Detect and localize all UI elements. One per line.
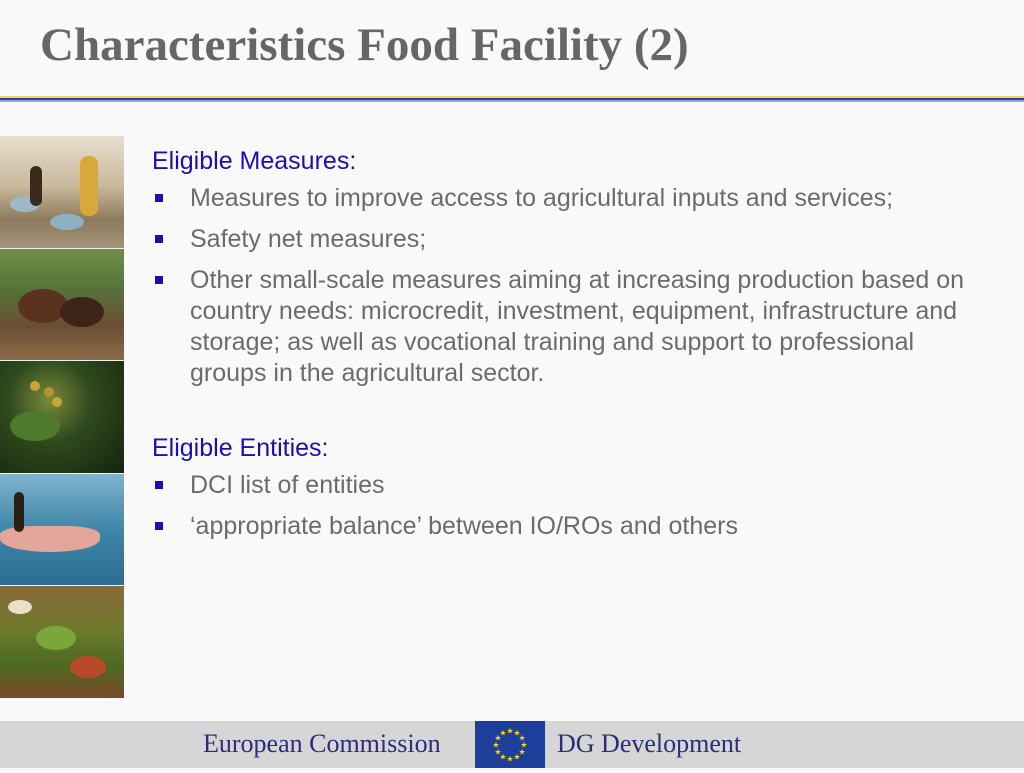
- list-item: [152, 183, 992, 214]
- bullet-square-icon: [155, 235, 163, 243]
- measures-heading-text: Eligible Measures: [152, 147, 350, 175]
- fruit-tree-photo: [0, 361, 124, 474]
- list-item: [152, 224, 992, 255]
- list-item-text: Other small-scale measures aiming at increasing production based on country needs: microcredit, investment, equipment, infrastructure and storage; as well as vocational training and support to professional groups in the agricultural sector.: [190, 266, 964, 387]
- measures-list: [152, 183, 992, 389]
- list-item-text: Measures to improve access to agricultural inputs and services;: [190, 184, 894, 212]
- market-produce-photo: [0, 586, 124, 699]
- entities-heading-text: Eligible Entities: [152, 434, 322, 462]
- villagers-water-photo: [0, 136, 124, 249]
- flag-star-icon: ★: [499, 728, 507, 738]
- list-item: [152, 265, 992, 389]
- fishing-boat-photo: [0, 474, 124, 587]
- title-divider: [0, 96, 1024, 102]
- eu-flag-icon: [475, 721, 545, 768]
- list-item-text: DCI list of entities: [190, 471, 385, 499]
- entities-list: [152, 470, 992, 542]
- flag-star-icon: ★: [518, 747, 526, 757]
- bullet-square-icon: [155, 481, 163, 489]
- entities-heading: [152, 433, 992, 464]
- list-item-text: Safety net measures;: [190, 225, 427, 253]
- flag-star-icon: ★: [520, 740, 528, 750]
- flag-star-icon: ★: [513, 728, 521, 738]
- footer-dg-label: DG Development: [557, 729, 742, 758]
- bullet-square-icon: [155, 276, 163, 284]
- measures-heading: [152, 146, 992, 177]
- ox-plough-photo: [0, 249, 124, 362]
- entities-heading-colon: :: [321, 434, 329, 462]
- flag-star-icon: ★: [492, 740, 500, 750]
- slide-title: Characteristics Food Facility (2): [40, 19, 689, 71]
- footer-bar: [0, 721, 1024, 768]
- flag-star-icon: ★: [506, 754, 514, 764]
- flag-star-icon: ★: [513, 752, 521, 762]
- list-item-text: ‘appropriate balance’ between IO/ROs and others: [190, 512, 739, 540]
- photo-strip: [0, 136, 124, 699]
- list-item: [152, 511, 992, 542]
- measures-heading-colon: :: [349, 147, 357, 175]
- bullet-square-icon: [155, 522, 163, 530]
- flag-star-icon: ★: [494, 733, 502, 743]
- flag-star-icon: ★: [499, 752, 507, 762]
- flag-star-icon: ★: [518, 733, 526, 743]
- list-item: [152, 470, 992, 501]
- footer-commission-label: European Commission: [203, 729, 441, 758]
- bullet-square-icon: [155, 194, 163, 202]
- slide-body: [152, 146, 992, 552]
- flag-star-icon: ★: [494, 747, 502, 757]
- flag-star-icon: ★: [506, 726, 514, 736]
